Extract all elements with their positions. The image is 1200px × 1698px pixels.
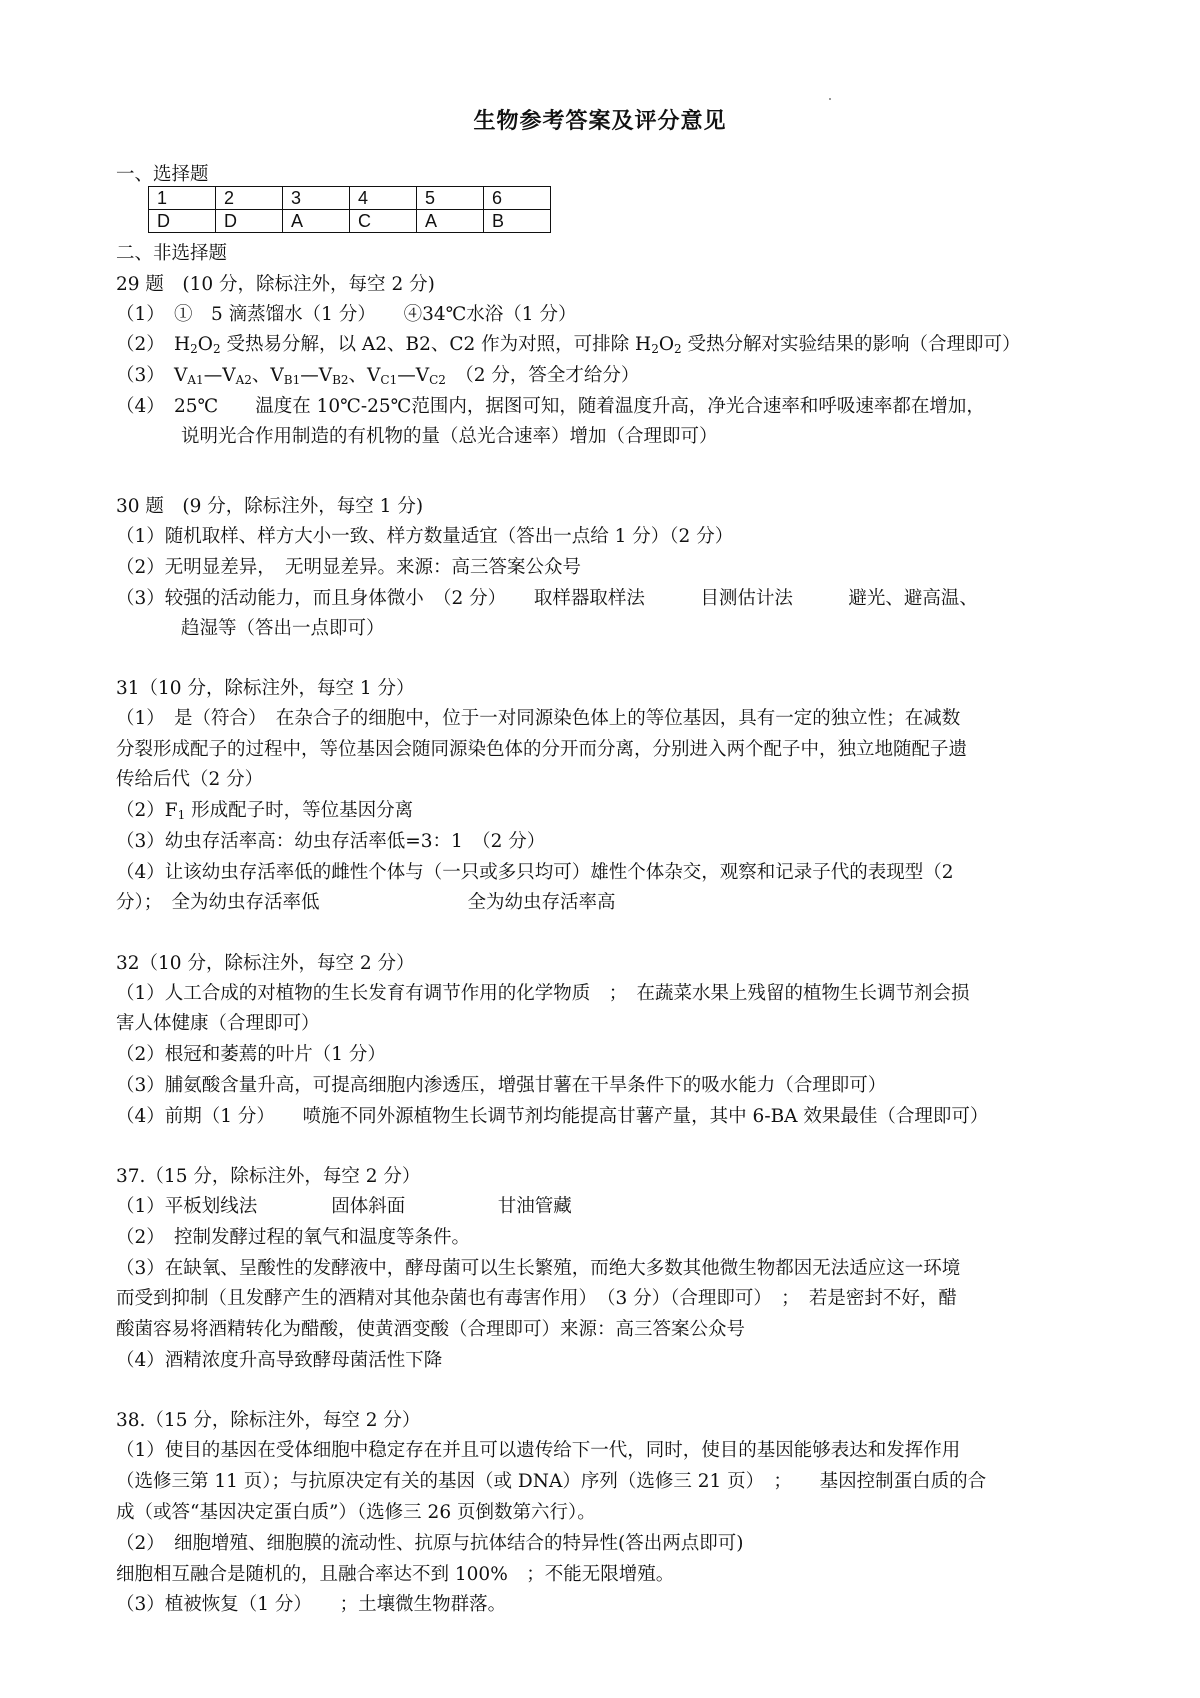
answer-letter: A xyxy=(417,210,484,233)
text-span: O xyxy=(658,334,675,355)
answer-letter: A xyxy=(283,210,350,233)
text-span: O xyxy=(197,334,213,355)
q31-answer-4-line1: （4）让该幼虫存活率低的雌性个体与（一只或多只均可）雄性个体杂交，观察和记录子代的表现型（2 xyxy=(116,862,954,883)
q30-answer-3-line1: （3）较强的活动能力，而且身体微小 （2 分） 取样器取样法 目测估计法 避光、避高温、 xyxy=(116,588,978,609)
q37-answer-2: （2） 控制发酵过程的氧气和温度等条件。 xyxy=(116,1227,471,1248)
q32-answer-1-line2: 害人体健康（合理即可） xyxy=(116,1013,320,1034)
q38-answer-3: （3）植被恢复（1 分） ；土壤微生物群落。 xyxy=(116,1594,507,1615)
page-title: 生物参考答案及评分意见 xyxy=(473,108,727,134)
subscript: B1 xyxy=(283,373,301,387)
q32-answer-4: （4）前期（1 分） 喷施不同外源植物生长调节剂均能提高甘薯产量，其中 6-BA 效果最佳（合理即可） xyxy=(116,1106,989,1127)
text-span: （3） V xyxy=(116,365,188,386)
subscript: B2 xyxy=(332,373,349,387)
question-number: 4 xyxy=(350,187,417,210)
q37-answer-1: （1）平板划线法 固体斜面 甘油管藏 xyxy=(116,1196,572,1217)
table-row-numbers xyxy=(149,187,551,210)
q30-heading: 30 题 (9 分，除标注外，每空 1 分) xyxy=(116,496,424,517)
text-span: —V xyxy=(300,365,333,386)
q31-answer-1-line2: 分裂形成配子的过程中，等位基因会随同源染色体的分开而分离，分别进入两个配子中，独立地随配子遗 xyxy=(116,739,968,760)
text-span: 受热分解对实验结果的影响（合理即可） xyxy=(681,334,1021,355)
q37-answer-3-line1: （3）在缺氧、呈酸性的发酵液中，酵母菌可以生长繁殖，而绝大多数其他微生物都因无法适应这一环境 xyxy=(116,1258,961,1279)
section-choice-heading: 一、选择题 xyxy=(116,164,209,185)
subscript: C2 xyxy=(429,373,446,387)
question-number: 3 xyxy=(283,187,350,210)
subscript: A1 xyxy=(187,373,204,387)
text-span: —V xyxy=(397,365,430,386)
q31-answer-4-line2: 分）； 全为幼虫存活率低 全为幼虫存活率高 xyxy=(116,892,616,913)
section-nonchoice-heading: 二、非选择题 xyxy=(116,243,228,264)
q31-answer-1-line1: （1） 是（符合） 在杂合子的细胞中，位于一对同源染色体上的等位基因，具有一定的独立性；在减数 xyxy=(116,708,961,729)
q31-answer-3: （3）幼虫存活率高：幼虫存活率低=3：1 （2 分） xyxy=(116,831,546,852)
q38-answer-2-line2: 细胞相互融合是随机的，且融合率达不到 100% ；不能无限增殖。 xyxy=(116,1564,675,1585)
q37-answer-3-line3: 酸菌容易将酒精转化为醋酸，使黄酒变酸（合理即可）来源：高三答案公众号 xyxy=(116,1319,746,1340)
text-span: 受热易分解，以 A2、B2、C2 作为对照，可排除 H xyxy=(220,334,652,355)
subscript: 2 xyxy=(651,342,659,356)
q37-heading: 37.（15 分，除标注外，每空 2 分） xyxy=(116,1166,421,1187)
q32-answer-2: （2）根冠和萎蔫的叶片（1 分） xyxy=(116,1044,386,1065)
q38-answer-2-line1: （2） 细胞增殖、细胞膜的流动性、抗原与抗体结合的特异性(答出两点即可) xyxy=(116,1533,744,1554)
q38-answer-1-line3: 成（或答“基因决定蛋白质”）（选修三 26 页倒数第六行）。 xyxy=(116,1502,596,1523)
text-span: 形成配子时，等位基因分离 xyxy=(185,800,414,821)
text-span: 、V xyxy=(251,365,284,386)
question-number: 5 xyxy=(417,187,484,210)
text-span: —V xyxy=(203,365,236,386)
text-span: （2 分，答全才给分） xyxy=(445,365,640,386)
question-number: 1 xyxy=(149,187,216,210)
q30-answer-1: （1）随机取样、样方大小一致、样方数量适宜（答出一点给 1 分）（2 分） xyxy=(116,526,734,547)
q37-answer-3-line2: 而受到抑制（且发酵产生的酒精对其他杂菌也有毒害作用） （3 分）（合理即可） ； 若是密封不好，醋 xyxy=(116,1288,957,1309)
q32-heading: 32（10 分，除标注外，每空 2 分） xyxy=(116,953,415,974)
q37-answer-4: （4）酒精浓度升高导致酵母菌活性下降 xyxy=(116,1350,443,1371)
q31-answer-1-line3: 传给后代（2 分） xyxy=(116,769,264,790)
table-row-answers xyxy=(149,210,551,233)
answer-letter: C xyxy=(350,210,417,233)
text-span: （2） H xyxy=(116,334,191,355)
q29-answer-1: （1） ① 5 滴蒸馏水（1 分） ④34℃水浴（1 分） xyxy=(116,304,577,325)
q29-answer-3 xyxy=(116,361,1116,391)
q29-answer-4-line1: （4） 25℃ 温度在 10℃-25℃范围内，据图可知，随着温度升高，净光合速率和呼吸速率都在增加， xyxy=(116,396,985,417)
q38-answer-1-line1: （1）使目的基因在受体细胞中稳定存在并且可以遗传给下一代，同时，使目的基因能够表达和发挥作用 xyxy=(116,1440,961,1461)
q30-answer-2: （2）无明显差异， 无明显差异。来源：高三答案公众号 xyxy=(116,557,582,578)
subscript: A2 xyxy=(235,373,252,387)
answer-letter: D xyxy=(216,210,283,233)
subscript: 2 xyxy=(190,342,198,356)
q38-answer-1-line2: （选修三第 11 页）；与抗原决定有关的基因（或 DNA）序列（选修三 21 页） ； 基因控制蛋白质的合 xyxy=(116,1471,987,1492)
q29-heading: 29 题 (10 分，除标注外，每空 2 分) xyxy=(116,274,435,295)
subscript: 2 xyxy=(212,342,221,356)
text-span: （2）F xyxy=(116,800,178,821)
question-number: 2 xyxy=(216,187,283,210)
scan-dot xyxy=(829,98,831,100)
choice-answer-table xyxy=(148,186,551,233)
question-number: 6 xyxy=(484,187,551,210)
subscript: 1 xyxy=(177,808,186,822)
q32-answer-1-line1: （1）人工合成的对植物的生长发育有调节作用的化学物质 ； 在蔬菜水果上残留的植物生长调节剂会损 xyxy=(116,983,970,1004)
answer-letter: B xyxy=(484,210,551,233)
q32-answer-3: （3）脯氨酸含量升高，可提高细胞内渗透压，增强甘薯在干旱条件下的吸水能力（合理即可） xyxy=(116,1075,887,1096)
q30-answer-3-line2: 趋湿等（答出一点即可） xyxy=(181,618,385,639)
q31-answer-2 xyxy=(116,796,1116,826)
q38-heading: 38.（15 分，除标注外，每空 2 分） xyxy=(116,1410,421,1431)
q29-answer-2 xyxy=(116,330,1116,360)
answer-letter: D xyxy=(149,210,216,233)
text-span: 、V xyxy=(348,365,381,386)
q29-answer-4-line2: 说明光合作用制造的有机物的量（总光合速率）增加（合理即可） xyxy=(181,426,718,447)
subscript: C1 xyxy=(380,373,398,387)
subscript: 2 xyxy=(674,342,682,356)
q31-heading: 31（10 分，除标注外，每空 1 分） xyxy=(116,678,415,699)
